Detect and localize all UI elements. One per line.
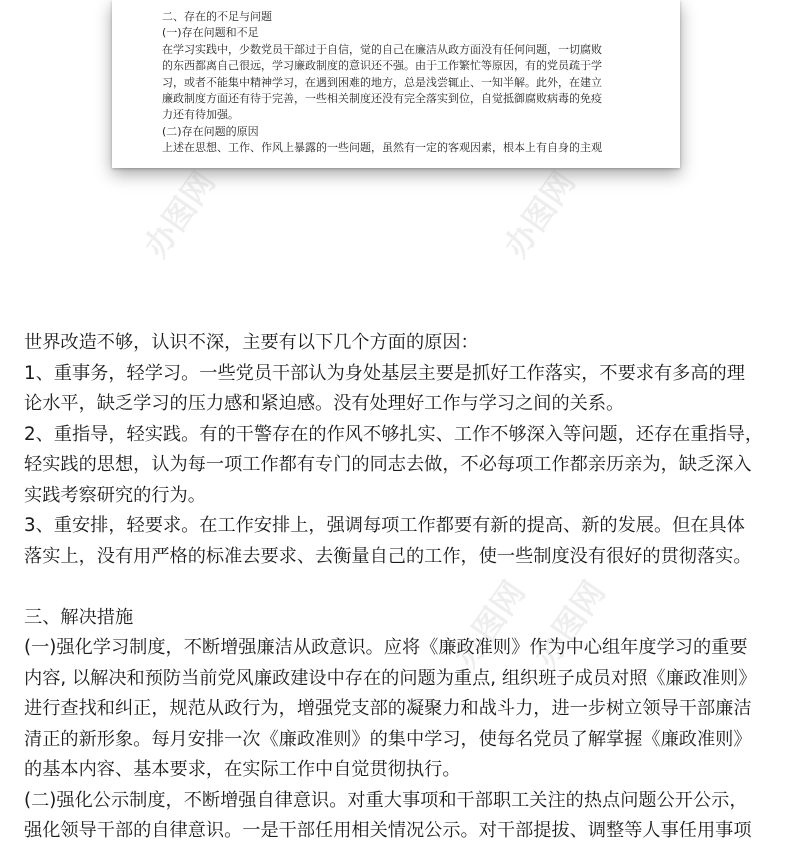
watermark: 办图网: [526, 573, 613, 675]
paragraph-line: 的基本内容、基本要求，在实际工作中自觉贯彻执行。: [24, 759, 461, 780]
document-preview-card: [112, 0, 680, 168]
paragraph-line: 进行查找和纠正，规范从政行为，增强党支部的凝聚力和战斗力，进一步树立领导干部廉洁: [24, 698, 752, 719]
watermark: 办图网: [446, 573, 533, 675]
preview-heading: 二、存在的不足与问题: [162, 10, 272, 23]
watermark: 办图网: [496, 163, 583, 265]
preview-text: [162, 9, 652, 157]
paragraph-line: 实践考察研究的行为。: [24, 484, 206, 506]
paragraph-line: 内容, 以解决和预防当前党风廉政建设中存在的问题为重点, 组织班子成员对照《廉政准则》: [24, 667, 757, 689]
document-body: [24, 328, 784, 847]
preview-line: 在学习实践中，少数党员干部过于自信，觉的自己在廉洁从政方面没有任何问题，一切腐败: [162, 42, 602, 56]
preview-subheading: (二)存在问题的原因: [162, 124, 259, 138]
preview-line: 廉政制度方面还有待于完善，一些相关制度还没有完全落实到位，自觉抵御腐败病毒的免疫: [162, 92, 602, 106]
preview-line: 力还有待加强。: [162, 108, 239, 122]
paragraph-line: (二)强化公示制度，不断增强自律意识。对重大事项和干部职工关注的热点问题公开公示，: [24, 789, 748, 811]
preview-line: 上述在思想、工作、作风上暴露的一些问题，虽然有一定的客观因素，根本上有自身的主观: [162, 141, 602, 155]
watermark: 办图网: [136, 163, 223, 265]
paragraph-line: 落实上，没有用严格的标准去要求、去衡量自己的工作，使一些制度没有很好的贯彻落实。: [24, 545, 752, 567]
paragraph-line: 论水平，缺乏学习的压力感和紧迫感。没有处理好工作与学习之间的关系。: [24, 393, 625, 414]
paragraph-spacer: [24, 572, 784, 603]
paragraph-line: 2、重指导，轻实践。有的干警存在的作风不够扎实、工作不够深入等问题，还存在重指导，: [24, 423, 764, 445]
paragraph-line: 清正的新形象。每月安排一次《廉政准则》的集中学习，使每名党员了解掌握《廉政准则》: [24, 728, 752, 750]
preview-line: 的东西都离自己很远，学习廉政制度的意识还不强。由于工作繁忙等原因，有的党员疏于学: [162, 59, 602, 73]
section-heading: 三、解决措施: [24, 606, 134, 628]
paragraph-line: 1、重事务，轻学习。一些党员干部认为身处基层主要是抓好工作落实，不要求有多高的理: [24, 362, 745, 384]
paragraph-line: 3、重安排，轻要求。在工作安排上，强调每项工作都要有新的提高、新的发展。但在具体: [24, 515, 745, 536]
paragraph-line: 轻实践的思想，认为每一项工作都有专门的同志去做，不必每项工作都亲历亲为，缺乏深入: [24, 454, 752, 475]
paragraph-line: (一)强化学习制度，不断增强廉洁从政意识。应将《廉政准则》作为中心组年度学习的重要: [24, 637, 748, 658]
paragraph-intro: 世界改造不够，认识不深，主要有以下几个方面的原因：: [24, 332, 479, 353]
paragraph-line: 强化领导干部的自律意识。一是干部任用相关情况公示。对干部提拔、调整等人事任用事项: [24, 820, 752, 841]
preview-subheading: (一)存在问题和不足: [162, 26, 259, 40]
preview-line: 习，或者不能集中精神学习，在遇到困难的地方，总是浅尝辄止、一知半解。此外，在建立: [162, 75, 602, 89]
